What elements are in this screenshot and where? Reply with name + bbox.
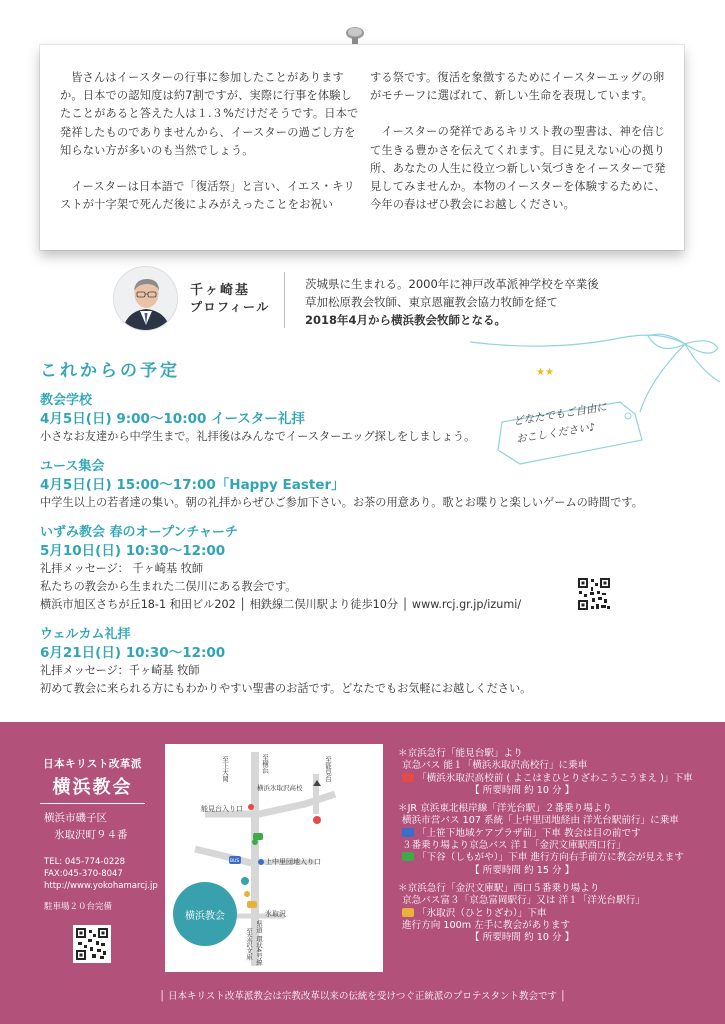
intro-paragraph: 皆さんはイースターの行事に参加したことがありますか。日本での認知度は約7割ですが、実際に行事を体験したことがあると答えた人は１.３%だけだそうです。日本で発祥したものでありませんから、イースターの過ごし方を知らない方が多いのも当然でしょう。 [60, 71, 359, 157]
bus-stop-icon [402, 908, 414, 917]
event-item [40, 626, 680, 698]
event-description: 私たちの教会から生まれた二俣川にある教会です。 [40, 580, 297, 593]
access-route-heading: ＊京浜急行「能見台駅」より [398, 748, 523, 759]
church-tel[interactable]: TEL: 045-774-0228 [44, 857, 126, 867]
access-route-time: 【 所要時間 約 15 分 】 [470, 864, 575, 876]
event-title: 教会学校 [40, 393, 93, 408]
event-description: 礼拝メッセージ： 千ヶ崎基 牧師 [40, 562, 204, 575]
map-church-label: 横浜教会 [185, 911, 225, 922]
pastor-avatar [113, 266, 178, 331]
intro-paragraph: イースターの発祥であるキリスト教の聖書は、神を信じて生きる豊かさを伝えてくれます。目に見えない心の拠り所、あなたの人生に役立つ新しい気づきをイースターで発見してみませんか。本物のイースターを体験するために、今年の春はぜひ教会にお越しください。 [370, 125, 666, 212]
event-title: いずみ教会 春のオープンチャーチ [40, 525, 238, 540]
map-bus-label: BUS [230, 859, 240, 864]
access-route-time: 【 所要時間 約 10 分 】 [470, 784, 575, 796]
welcome-tag-line: おこしください♪ [515, 421, 597, 446]
access-route-line: 横浜市営バス 107 系統「上中里団地経由 洋光台駅前行」に乗車 [402, 815, 679, 827]
event-description: 礼拝メッセージ：千ヶ崎基 牧師 [40, 664, 200, 677]
church-website-link[interactable]: http://www.yokohamarcj.jp [44, 881, 158, 891]
map-hitorizawa-label: 氷取沢 [265, 910, 286, 918]
access-route-line: 「氷取沢（ひとりざわ）」下車 [417, 907, 547, 919]
event-item [40, 392, 680, 446]
bus-stop-icon [402, 773, 414, 782]
map-nokendai-entrance-label: 能見台入り口 [201, 805, 243, 813]
church-name: 横浜教会 [40, 773, 145, 804]
access-route-line: 「下谷（しもがや）」下車 進行方向右手前方に教会が見えます [417, 852, 684, 864]
event-date: 5月10日(日) 10:30〜12:00 [40, 543, 226, 559]
access-route [398, 803, 713, 877]
qr-code-icon[interactable] [73, 925, 111, 963]
intro-paragraph: イースターは日本語で「復活祭」と言い、イエス・キリストが十字架で死んだ後によみがえったことをお祝い [60, 180, 355, 212]
access-route [398, 748, 713, 797]
access-route-line: 「横浜氷取沢高校前 ( よこはまひとりざわこうこうまえ )」下車 [417, 772, 693, 784]
church-info [40, 756, 158, 912]
footer-text: 日本キリスト改革派教会は宗教改革以来の伝統を受けつぐ正統派のプロテスタント教会です [168, 991, 557, 1002]
event-item [40, 458, 680, 512]
access-route-line: 進行方向 100m 左手に教会があります [402, 919, 571, 931]
event-list [40, 392, 680, 710]
access-directions [398, 748, 713, 950]
profile-bio-line: 茨城県に生まれる。2000年に神戸改革派神学校を卒業後 [305, 277, 599, 291]
stars-icon: ★★ [536, 367, 554, 378]
pastor-name: 千ヶ崎基 [190, 283, 251, 298]
map-school-label: 横浜氷取沢高校 [257, 784, 303, 792]
map-noken-label: 至能見台 [324, 756, 332, 782]
welcome-tag-line: どなたでもご自由に [512, 401, 608, 428]
event-description: 中学生以上の若者達の集い。朝の礼拝からぜひご参加下さい。お茶の用意あり。歌とお喋りと楽しいゲームの時間です。 [40, 496, 643, 509]
map-kamiooka-label: 至上大岡 [221, 756, 229, 782]
schedule-heading: これからの予定 [40, 361, 180, 381]
footer-tagline: │ 日本キリスト改革派教会は宗教改革以来の伝統を受けつぐ正統派のプロテスタント教会です │ [159, 991, 566, 1002]
map-road-label: 県道 環状4号線 [255, 920, 263, 966]
intro-note-card [40, 45, 684, 250]
event-description: 小さなお友達から中学生まで。礼拝後はみんなでイースターエッグ探しをしましょう。 [40, 430, 476, 443]
church-address [44, 810, 145, 844]
intro-left-column [60, 69, 360, 214]
access-route-line: ３番乗り場より京急バス 洋１「金沢文庫駅西口行」 [402, 840, 626, 852]
church-address-line: 氷取沢町９４番 [54, 829, 128, 841]
event-title: ウェルカム礼拝 [40, 627, 131, 642]
access-route-line: 京急バス富３「京急富岡駅行」又は 洋１「洋光台駅行」 [402, 895, 645, 907]
map-yokohama-label: 至横浜 [261, 754, 269, 774]
access-route-heading: ＊京浜急行「金沢文庫駅」西口５番乗り場より [398, 882, 600, 894]
access-route-time: 【 所要時間 約 10 分 】 [470, 932, 575, 944]
event-description: 初めて教会に来られる方にもわかりやすい聖書のお話です。どなたでもお気軽にお越しください。 [40, 682, 532, 695]
event-date: 6月21日(日) 10:30〜12:00 [40, 645, 226, 661]
access-route [398, 883, 713, 944]
profile-bio-line: 2018年4月から横浜教会牧師となる。 [305, 313, 507, 327]
church-fax: FAX:045-370-8047 [44, 869, 123, 879]
access-route-line: 京急バス 能１「横浜氷取沢高校行」に乗車 [402, 760, 588, 772]
church-address-line: 横浜市磯子区 [44, 812, 107, 824]
access-route-heading: ＊JR 京浜東北根岸線「洋光台駅」２番乗り場より [398, 803, 613, 815]
bus-stop-icon [402, 852, 414, 861]
map-kanazawa-bunko-label: 至金沢文庫 [245, 928, 253, 961]
event-date: 4月5日(日) 15:00〜17:00「Happy Easter」 [40, 477, 345, 493]
intro-right-column [370, 69, 670, 214]
profile-label: プロフィール [190, 300, 270, 314]
church-denomination: 日本キリスト改革派 [43, 758, 142, 770]
event-address-link[interactable]: 横浜市旭区さちが丘18-1 和田ビル202 │ 相鉄線二俣川駅より徒歩10分 │ www.rcj.gr.jp/izumi/ [40, 598, 522, 611]
church-contact [44, 856, 158, 892]
map-kaminakasato-label: 上中里団地入り口 [265, 858, 321, 866]
access-map[interactable] [165, 744, 383, 972]
qr-code-icon[interactable] [577, 577, 611, 611]
profile-bio [305, 275, 715, 329]
intro-paragraph: する祭です。復活を象徴するためにイースターエッグの卵がモチーフに選ばれて、新しい生命を表現しています。 [370, 71, 665, 103]
event-title: ユース集会 [40, 459, 105, 474]
profile-bio-line: 草加松原教会牧師、東京恩寵教会協力牧師を経て [305, 295, 558, 309]
church-parking: 駐車場２０台完備 [44, 902, 113, 912]
event-date: 4月5日(日) 9:00〜10:00 イースター礼拝 [40, 411, 305, 427]
profile-divider [284, 272, 285, 328]
access-route-line: 「上笹下地域ケアプラザ前」下車 教会は目の前です [417, 827, 641, 839]
bus-stop-icon [402, 828, 414, 837]
